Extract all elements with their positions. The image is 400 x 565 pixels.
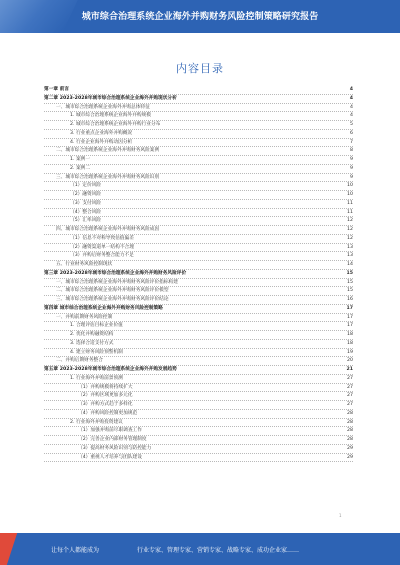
toc-entry-text: 2. 优化并购融资结构 bbox=[70, 332, 114, 337]
toc-entry-text: 一、并购前期财务风险控制 bbox=[56, 314, 113, 320]
toc-entry-text: 第四章 城市综合治理系统企业海外并购财务风险控制策略 bbox=[44, 305, 163, 311]
toc-entry-page: 10 bbox=[347, 183, 353, 189]
toc-entry[interactable] bbox=[44, 217, 353, 226]
footer-decoration bbox=[0, 533, 17, 565]
toc-entry-text: 第五章 2023-2028年城市综合治理系统企业海外并购发展趋势 bbox=[44, 367, 177, 372]
toc-entry-text: （3）并购方式趋于多样化 bbox=[78, 402, 133, 407]
toc-entry-page: 17 bbox=[347, 323, 353, 329]
toc-entry[interactable] bbox=[44, 427, 353, 436]
toc-entry[interactable] bbox=[44, 104, 353, 113]
toc-entry-page: 17 bbox=[346, 305, 353, 311]
toc-entry-text: 2. 案例二 bbox=[70, 165, 91, 171]
toc-entry-page: 18 bbox=[347, 340, 353, 346]
toc-heading: 内容目录 bbox=[176, 62, 224, 75]
toc-entry[interactable] bbox=[44, 112, 353, 121]
toc-entry-page: 27 bbox=[347, 375, 353, 381]
toc-entry-page: 13 bbox=[347, 253, 353, 259]
toc-entry[interactable] bbox=[44, 375, 353, 384]
toc-entry-page: 27 bbox=[347, 402, 353, 407]
toc-entry-text: （1）并购规模将持续扩大 bbox=[78, 384, 133, 390]
toc-entry-text: 3. 选择合适支付方式 bbox=[70, 340, 114, 346]
toc-entry-page: 28 bbox=[347, 437, 353, 442]
toc-entry-text: 2. 行业海外并购投资建议 bbox=[70, 419, 123, 425]
toc-entry-text: 1. 案例一 bbox=[70, 157, 91, 162]
toc-entry[interactable] bbox=[44, 130, 353, 139]
toc-entry-page: 17 bbox=[347, 314, 353, 320]
toc-entry[interactable] bbox=[44, 296, 353, 305]
toc-entry-text: （2）融资风险 bbox=[70, 192, 102, 197]
toc-entry-text: 二、并购后期财务整合 bbox=[56, 358, 103, 364]
toc-entry[interactable] bbox=[44, 226, 353, 235]
toc-entry-text: 二、城市综合治理系统企业海外并购财务风险评价模型 bbox=[56, 288, 169, 294]
toc-entry-page: 13 bbox=[347, 244, 353, 250]
toc-entry-text: （4）整合风险 bbox=[70, 209, 102, 215]
toc-entry[interactable] bbox=[44, 191, 353, 200]
toc-entry-page: 4 bbox=[349, 87, 353, 92]
toc-entry[interactable] bbox=[44, 235, 353, 244]
toc-entry-text: （1）定价风险 bbox=[70, 183, 102, 189]
toc-entry-text: 4. 行业企业海外并购动因分析 bbox=[70, 139, 133, 145]
toc-entry-page: 18 bbox=[347, 332, 353, 337]
toc-entry[interactable] bbox=[44, 279, 353, 288]
toc-entry[interactable] bbox=[44, 139, 353, 148]
toc-entry[interactable] bbox=[44, 305, 353, 314]
toc-entry-text: 第三章 2023-2028年城市综合治理系统企业海外并购财务风险评价 bbox=[44, 270, 187, 276]
toc-entry-page: 12 bbox=[347, 235, 353, 241]
toc-entry[interactable] bbox=[44, 147, 353, 156]
toc-entry-page: 27 bbox=[347, 393, 353, 399]
toc-entry[interactable] bbox=[44, 410, 353, 419]
toc-entry[interactable] bbox=[44, 384, 353, 393]
toc-entry[interactable] bbox=[44, 392, 353, 401]
toc-entry-page: 16 bbox=[347, 297, 353, 302]
toc-entry-page: 9 bbox=[350, 157, 353, 162]
toc-entry-page: 8 bbox=[350, 148, 353, 154]
toc-entry[interactable] bbox=[44, 401, 353, 410]
toc-entry[interactable] bbox=[44, 121, 353, 130]
toc-entry-page: 19 bbox=[347, 349, 353, 355]
toc-entry-page: 29 bbox=[347, 454, 353, 460]
header-banner bbox=[0, 0, 400, 33]
toc-entry-page: 10 bbox=[347, 192, 353, 197]
toc-entry[interactable] bbox=[44, 445, 353, 454]
toc-entry[interactable] bbox=[44, 200, 353, 209]
toc-entry-text: 第二章 2023-2028年城市综合治理系统企业海外并购现状分析 bbox=[44, 95, 177, 101]
toc-entry[interactable] bbox=[44, 366, 353, 375]
toc-entry-text: （1）加强并购前尽职调查工作 bbox=[78, 428, 142, 434]
toc-entry[interactable] bbox=[44, 209, 353, 218]
toc-entry[interactable] bbox=[44, 95, 353, 104]
page-number: 1 bbox=[339, 513, 342, 518]
toc-entry[interactable] bbox=[44, 165, 353, 174]
toc-entry-text: （3）提高财务风险识别与防控能力 bbox=[78, 445, 152, 451]
toc-entry-text: 三、城市综合治理系统企业海外并购财务风险评价结论 bbox=[56, 297, 169, 302]
toc-entry-page: 28 bbox=[347, 428, 353, 434]
toc-entry-page: 27 bbox=[347, 384, 353, 390]
toc-entry-text: 一、城市综合治理系统企业海外并购财务风险评价指标构建 bbox=[56, 279, 178, 285]
toc-entry-text: 三、城市综合治理系统企业海外并购财务风险识别 bbox=[56, 174, 160, 180]
toc-entry-page: 14 bbox=[347, 262, 353, 267]
toc-entry-page: 9 bbox=[350, 174, 353, 180]
toc-entry-page: 15 bbox=[347, 288, 353, 294]
toc-entry[interactable] bbox=[44, 436, 353, 445]
toc-entry-page: 4 bbox=[350, 113, 353, 119]
toc-entry-page: 29 bbox=[347, 445, 353, 451]
toc-entry[interactable] bbox=[44, 252, 353, 261]
footer-roles: 行业专家、管理专家、营销专家、战略专家、成功企业家…… bbox=[137, 547, 300, 554]
toc-entry-page: 7 bbox=[350, 139, 353, 145]
toc-entry-text: 四、城市综合治理系统企业海外并购财务风险成因 bbox=[56, 227, 160, 232]
toc-entry[interactable] bbox=[44, 322, 353, 331]
toc-entry[interactable] bbox=[44, 174, 353, 183]
toc-entry-page: 12 bbox=[347, 227, 353, 232]
toc-entry-page: 11 bbox=[347, 209, 353, 215]
toc-entry[interactable] bbox=[44, 182, 353, 191]
footer-banner bbox=[0, 533, 400, 565]
toc-entry[interactable] bbox=[44, 244, 353, 253]
toc-entry-page: 5 bbox=[350, 122, 353, 127]
toc-entry[interactable] bbox=[44, 419, 353, 428]
toc-entry-text: （1）信息不对称导致估值偏差 bbox=[70, 235, 134, 241]
toc-entry-page: 4 bbox=[349, 95, 353, 101]
toc-entry-text: 第一章 前言 bbox=[44, 87, 70, 92]
toc-entry-page: 4 bbox=[350, 104, 353, 110]
toc-entry[interactable] bbox=[44, 156, 353, 165]
toc-entry-page: 11 bbox=[347, 200, 353, 206]
toc-entry[interactable] bbox=[44, 287, 353, 296]
toc-entry-text: （4）并购风险控制更加规范 bbox=[78, 410, 138, 416]
toc-entry-text: （2）融资渠道单一结构不合理 bbox=[70, 244, 134, 250]
toc-entry-text: 4. 建立财务风险预警机制 bbox=[70, 349, 123, 355]
toc-entry-text: 2. 城市综合治理系统企业海外并购行业分布 bbox=[70, 122, 161, 127]
footer-slogan: 让每个人都能成为 bbox=[51, 547, 100, 554]
toc-entry-text: 一、城市综合治理系统企业海外并购总体特征 bbox=[56, 104, 150, 110]
toc-entry-page: 6 bbox=[350, 130, 353, 136]
toc-entry[interactable] bbox=[44, 331, 353, 340]
toc-entry-text: （2）并购区域更加多元化 bbox=[78, 393, 133, 399]
table-of-contents bbox=[44, 86, 353, 462]
toc-entry-page: 28 bbox=[347, 419, 353, 425]
toc-entry-page: 20 bbox=[347, 358, 353, 364]
toc-entry-page: 15 bbox=[347, 279, 353, 285]
toc-entry-text: 3. 行业重点企业海外并购概况 bbox=[70, 130, 133, 136]
toc-entry-text: 1. 合理评估目标企业价值 bbox=[70, 323, 123, 329]
toc-entry-page: 12 bbox=[347, 218, 353, 224]
toc-entry-text: 1. 城市综合治理系统企业海外并购规模 bbox=[70, 113, 151, 119]
toc-entry-text: （2）完善企业内部财务管理制度 bbox=[78, 437, 147, 442]
toc-entry-text: 1. 行业海外并购前景预测 bbox=[70, 375, 123, 381]
report-title: 城市综合治理系统企业海外并购财务风险控制策略研究报告 bbox=[81, 12, 319, 22]
toc-entry[interactable] bbox=[44, 340, 353, 349]
toc-entry[interactable] bbox=[44, 86, 353, 95]
toc-entry-text: 五、行业财务风险控制现状 bbox=[56, 262, 113, 267]
toc-entry[interactable] bbox=[44, 270, 353, 279]
toc-entry-page: 21 bbox=[346, 367, 353, 372]
toc-entry[interactable] bbox=[44, 349, 353, 358]
toc-entry-page: 9 bbox=[350, 165, 353, 171]
toc-entry-page: 28 bbox=[347, 410, 353, 416]
toc-entry-text: （3）并购后财务整合能力不足 bbox=[70, 253, 134, 259]
toc-entry[interactable] bbox=[44, 261, 353, 270]
toc-entry-text: （4）重视人才培养与团队建设 bbox=[78, 454, 142, 460]
toc-entry[interactable] bbox=[44, 314, 353, 323]
toc-entry-page: 15 bbox=[346, 270, 353, 276]
toc-entry-text: （5）汇率风险 bbox=[70, 218, 102, 224]
toc-entry-text: （3）支付风险 bbox=[70, 200, 102, 206]
toc-entry-text: 二、城市综合治理系统企业海外并购财务风险案例 bbox=[56, 148, 160, 154]
toc-entry[interactable] bbox=[44, 454, 353, 463]
toc-entry[interactable] bbox=[44, 357, 353, 366]
